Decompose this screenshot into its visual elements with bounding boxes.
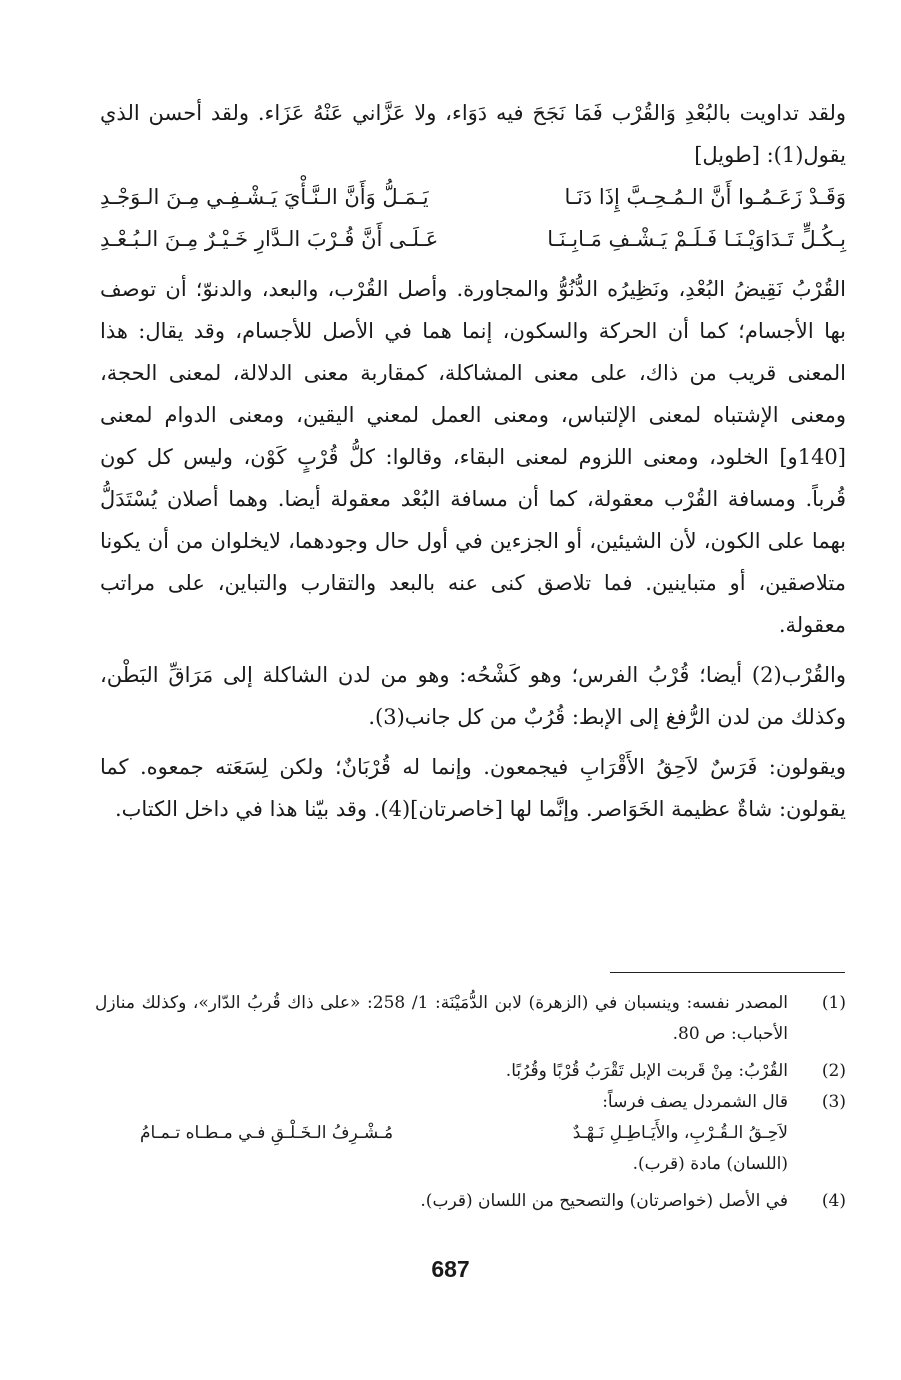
verse-line-2-second-hemistich: عَـلَـى أَنَّ قُـرْبَ الـدَّارِ خَـيْـرٌ مِـنَ الـبُـعْـدِ <box>100 227 439 251</box>
footnote-text: القُرْبُ: مِنْ قَربت الإبل تَقْرَبُ قُرْبًا وقُرُبًا. <box>505 1061 788 1081</box>
footnote-text: قال الشمردل يصف فرساً: <box>602 1092 788 1112</box>
footnotes <box>95 988 846 1217</box>
paragraph-plural: ويقولون: فَرَسٌ لاَحِقُ الأَقْرَابِ فيجمعون. وإنما له قُرْبَانٌ؛ ولكن لِسَعَته جمعوه. كما يقولون: شاةٌ عظيمة الخَوَاصر. وإنَّما لها [خاصرتان](4). وقد بيّنا هذا في داخل الكتاب. <box>100 755 846 821</box>
paragraph-definition: القُرْبُ نَقِيضُ البُعْدِ، ونَظِيرُه الدُّنُوُّ والمجاورة. وأصل القُرْب، والبعد، والدنوّ؛ أن توصف بها الأجسام؛ كما أن الحركة والسكون، إنما هما في الأصل للأجسام، وقد يقال: هذا المعنى قريب من ذاك، على معنى المشاكلة، كمقاربة معنى الدلالة، لمعنى الحجة، ومعنى الإشتباه لمعنى الإلتباس، ومعنى العمل لمعني اليقين، ومعنى الدوام لمعنى [140و] الخلود، ومعنى اللزوم لمعنى البقاء، وقالوا: كلُّ قُرْبٍ كَوْن، وليس كل كون قُرباً. ومسافة القُرْب معقولة، كما أن مسافة البُعْد معقولة أيضا. وهما أصلان يُسْتَدَلُّ بهما على الكون، لأن الشيئين، أو الجزءين في أول حال وجودهما، لايخلوان من أن يكونا متلاصقين، أو متباينين. فما تلاصق كنى عنه بالبعد والتقارب والتباين، على مراتب معقولة. <box>100 277 846 637</box>
footnote-number: (2) <box>821 1061 846 1081</box>
main-text <box>100 92 846 830</box>
paragraph-horse-flank: والقُرْب(2) أيضا؛ قُرْبُ الفرس؛ وهو كَشْحُه: وهو من لدن الشاكلة إلى مَرَاقِّ البَطْن، وكذلك من لدن الرُّفغ إلى الإبط: قُرُبٌ من كل جانب(3). <box>100 663 846 729</box>
paragraph-intro: ولقد تداويت بالبُعْدِ وَالقُرْب فَمَا نَجَحَ فيه دَوَاء، ولا عَزَّاني عَنْهُ عَزَاء. ولقد أحسن الذي يقول(1): [طويل] <box>100 101 846 167</box>
footnote-number: (4) <box>821 1191 846 1211</box>
footnote-2 <box>95 1056 846 1087</box>
footnote-4 <box>95 1186 846 1217</box>
footnote-text: المصدر نفسه: وينسبان في (الزهرة) لابن الدُّمَيْنَة: 1/ 258: «على ذاك قُربُ الدّار»، وكذلك منازل الأحباب: ص 80. <box>95 993 788 1044</box>
verse-line-2 <box>100 218 846 260</box>
footnote-verse-second-hemistich: مُـشْـرِفُ الـخَـلْـقِ فـي مـطـاه تـمـامُ <box>140 1123 394 1143</box>
footnote-text: في الأصل (خواصرتان) والتصحيح من اللسان (قرب). <box>420 1191 788 1211</box>
footnote-verse <box>95 1118 788 1149</box>
verse-line-1-first-hemistich: وَقَـدْ زَعَـمُـوا أَنَّ الـمُـحِـبَّ إِذَا دَنَـا <box>564 185 846 209</box>
footnote-verse-first-hemistich: لاَحِـقُ الـقُـرْبِ، والأَيَـاطِـلِ نَـهْـدٌ <box>572 1123 788 1143</box>
footnote-3 <box>95 1087 846 1180</box>
verse-line-1 <box>100 176 846 218</box>
verse-line-2-first-hemistich: بِـكُـلٍّ تَـدَاوَيْـنَـا فَـلَـمْ يَـشْـفِ مَـابِـنَـا <box>547 227 846 251</box>
page-number: 687 <box>431 1256 470 1282</box>
verse-line-1-second-hemistich: يَـمَـلُّ وَأَنَّ الـنَّـأْيَ يَـشْـفِـي مِـنَ الـوَجْـدِ <box>100 185 429 209</box>
footnote-number: (1) <box>821 993 846 1013</box>
footnote-1 <box>95 988 846 1050</box>
footnote-number: (3) <box>821 1092 846 1112</box>
footnote-divider <box>610 972 845 973</box>
footnote-source: (اللسان) مادة (قرب). <box>632 1154 788 1174</box>
